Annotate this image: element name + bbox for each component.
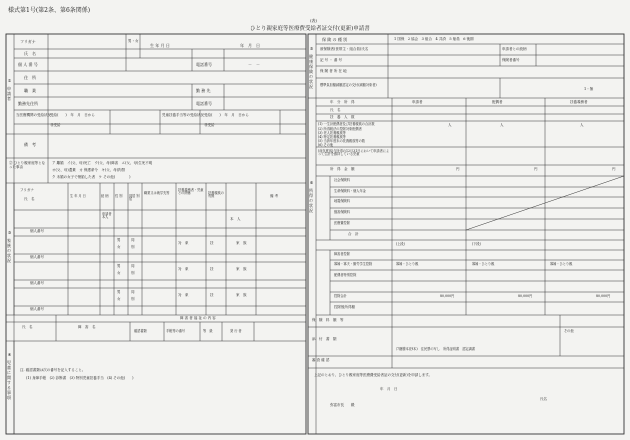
family-target-3: 対 象 — [178, 267, 189, 271]
family-target-2: 対 象 — [178, 241, 189, 245]
deduction-6: 寡婦・寡夫・勤労学生控除 — [334, 262, 373, 266]
family-col-support: 扶養親族の有無 — [208, 191, 224, 199]
income-row-2: (2) 所得税法の控除対象配偶者 — [318, 127, 362, 131]
other-nonrecv: 非受給 — [204, 123, 215, 127]
phone-label: 電話番号 — [196, 62, 212, 67]
family-live-4: 同 — [131, 290, 135, 294]
family-col-note: 備 考 — [270, 194, 279, 198]
income-year-header: 年 分 所 得 — [330, 100, 355, 104]
left-grid — [6, 34, 306, 434]
disability-name: 氏 名 — [22, 325, 33, 329]
family-self: 本 人 — [230, 217, 241, 221]
family-live-2: 同 — [131, 238, 135, 242]
note-label: 備 考 — [24, 142, 36, 147]
insurance-section-label: ⑤ 健康保険の状況 — [309, 46, 314, 90]
disability-col-doc: 確認書類 — [134, 329, 147, 333]
family-personal-no-2: 個人番号 — [30, 255, 44, 259]
family-col-name: 氏 名 — [24, 197, 35, 201]
total-row-label: 控除合計 — [334, 294, 347, 298]
left-frame — [6, 34, 306, 434]
review-label: 審 査 確 認 — [312, 358, 330, 362]
disability-col-grade: 等 級 — [203, 329, 213, 333]
family-sex-f-2: 女 — [117, 245, 121, 249]
income-row-6: (6) その他 — [318, 143, 334, 147]
subtotal-applicant: 80,000円 — [440, 294, 455, 298]
income-yen-applicant: 円 — [456, 167, 460, 171]
address-label: 住 所 — [24, 75, 36, 80]
income-section-label: ⑥ 所得の状況 — [309, 180, 314, 214]
family-section-label: ③ 家族の状況 — [7, 230, 12, 264]
family-col-work: 職業又は就学先等 — [144, 191, 170, 195]
income-col-support: 扶養義務者 — [570, 100, 588, 104]
status-values: 受給( ) 年 月 日から — [50, 113, 95, 117]
income-amount-label: 所 得 金 額 — [330, 167, 355, 171]
deduction-1: 生命保険料・個人年金 — [334, 189, 366, 193]
hei-upper: (上段) — [396, 242, 405, 246]
family-sex-m-4: 男 — [117, 290, 121, 294]
family-target-4: 対 象 — [178, 293, 189, 297]
income-row-4: (4) 特定扶養親族等 — [318, 135, 346, 139]
income-yen-spouse: 円 — [534, 167, 538, 171]
single-parent-label: ② ひとり親家庭等となった事由 — [9, 161, 46, 169]
furigana-label: フリガナ — [20, 39, 36, 44]
declaration: 上記のとおり、ひとり親家庭等医療費受給者証の交付(更新)を申請します。 — [314, 373, 432, 377]
attachments-label: 添 付 書 類 — [312, 337, 337, 341]
tax-label-1: 寡婦・ひとり親 — [472, 262, 495, 266]
records-notes: (1) 身障手帳 (2) 診断書 (3) 特別児童扶養手当 (4) その他( ) — [26, 376, 134, 380]
family-col-sex: 性 別 — [115, 194, 123, 198]
dob-label: 生 年 月 日 — [150, 43, 170, 48]
family-support-4: 扶 — [210, 293, 214, 297]
family-apart-4: 別 — [131, 297, 135, 301]
spouse-person-unit: 人 — [500, 123, 504, 127]
family-support-3: 扶 — [210, 267, 214, 271]
income-row-3: (3) 老人扶養親族等 — [318, 131, 346, 135]
insurer-addr-label: 保 険 者 所 在 地 — [320, 69, 347, 73]
deduction-0: 社会保険料 — [334, 178, 350, 182]
reduction-label: 標準負担額減額認定の交付(減額対象者) — [320, 83, 377, 87]
deduction-4: 医療費控除 — [334, 221, 350, 225]
prev-year-note: (前年度)給与所得の12月31日において申請者によって生計を維持している児童 — [318, 149, 390, 157]
sign-date: 年 月 日 — [380, 387, 398, 391]
status-label: 当医療機関の受給状況 — [16, 113, 51, 117]
summation: 合 計 — [348, 232, 359, 236]
reasons-line1: ア 離婚 イ(父、母)死亡 ウ(父、母)障害 エ(父、母)生死不明 — [52, 161, 153, 165]
occupation-label: 職 業 — [24, 88, 36, 93]
family-col-cohab: 同居 別居 — [129, 194, 140, 202]
insured-name-label: 被保険者(世帯主・組合員)氏名 — [320, 47, 369, 51]
reasons-line3: ク 未婚の女子で懐胎した者 ケ その他( ) — [52, 175, 131, 179]
insured-relation-label: 申請者との続柄 — [502, 47, 527, 51]
hei-lower: (下段) — [472, 242, 481, 246]
family-personal-no-1: 個人番号 — [30, 229, 44, 233]
applicant-section-label: ① 申請者 — [7, 78, 12, 102]
form-stamp: (表) — [310, 18, 318, 23]
family-personal-no-3: 個人番号 — [30, 281, 44, 285]
disability-col-no: 手帳等の番号 — [166, 329, 186, 333]
records-section-label: ④ 児童に関する事項 — [7, 352, 12, 401]
form-title: ひとり親家庭等医療費受給者証交付(更新)申請書 — [250, 26, 370, 32]
reduction-value: 1・無 — [584, 87, 594, 91]
deduction-2: 地震保険料 — [334, 199, 350, 203]
family-personal-no-4: 個人番号 — [30, 307, 44, 311]
income-col-applicant: 申請者 — [412, 100, 423, 104]
income-row-5: (5) 当該年度末の扶養親族等の数 — [318, 139, 365, 143]
income-row-1: (1) 一生計配偶者及び扶養親族の合計数 — [318, 122, 375, 126]
family-sex-m-3: 男 — [117, 264, 121, 268]
tax-label-0: 寡婦・ひとり親 — [396, 262, 419, 266]
disability-col-issuer: 発 行 者 — [230, 329, 242, 333]
income-yen-support: 円 — [612, 167, 616, 171]
income-support-count: 扶 養 人 数 — [330, 115, 355, 119]
reasons-line2: オ(父、母)遺棄 カ 保護命令 キ(父、母)拘禁 — [52, 168, 126, 172]
records-note-title: 注. 確認書類は次の番号を記入すること。 — [20, 368, 86, 372]
tax-label-2: 寡婦・ひとり親 — [550, 262, 573, 266]
deduction-3: 損害保険料 — [334, 210, 350, 214]
family-relation-4: 家 族 — [236, 293, 247, 297]
misc-label: その他 — [564, 329, 574, 333]
personal-no-label: 個 人 番 号 — [18, 62, 38, 67]
applicant-signature: 氏名 — [540, 397, 547, 401]
family-sex-f-3: 女 — [117, 271, 121, 275]
insurance-symbol-label: 記 号 ・ 番 号 — [320, 58, 342, 62]
family-relation-3: 家 族 — [236, 267, 247, 271]
subtotal-support: 80,000円 — [596, 294, 611, 298]
deduction-5: 障害者控除 — [334, 252, 350, 256]
applicant-person-unit: 人 — [448, 123, 452, 127]
family-apart-2: 別 — [131, 245, 135, 249]
other-status-label: 児童扶養手当等の受給状況 — [162, 113, 204, 117]
form-id: 様式第1号(第2条、第6条関係) — [8, 7, 91, 14]
family-relation-2: 家 族 — [236, 241, 247, 245]
family-applicant-row: 申請者本人 — [102, 212, 112, 220]
income-name-row: 氏 名 — [330, 108, 341, 112]
employer-label: 勤 務 先 — [196, 88, 211, 93]
family-sex-f-4: 女 — [117, 297, 121, 301]
other-status-values: 受給( ) 年 月 日から — [204, 113, 249, 117]
name-label: 氏 名 — [24, 51, 36, 56]
family-col-relation: 続 柄 — [101, 194, 109, 198]
dob-suffix: 年 月 日 — [240, 43, 260, 48]
employer-addr-label: 勤務先住所 — [18, 101, 38, 106]
family-col-furigana: フリガナ — [20, 188, 34, 192]
premium-label: 保 険 料 額 等 — [312, 318, 344, 322]
family-support-2: 扶 — [210, 241, 214, 245]
status-nonrecv: 非受給 — [50, 123, 61, 127]
final-income-label: 控除後所得額 — [334, 305, 355, 309]
family-apart-3: 別 — [131, 271, 135, 275]
insurance-type-options: 1 国保 2 協会 3 組合 4 共済 5 船員 6 後期 — [394, 37, 474, 41]
insurer-no-label: 保険者番号 — [502, 58, 520, 62]
disability-header: 障 害 者 福 祉 の 内 容 — [180, 316, 216, 320]
support-person-unit: 人 — [580, 123, 584, 127]
addressee: 弥富市長 殿 — [330, 403, 355, 407]
phone-dashes: － － — [248, 62, 260, 67]
income-col-spouse: 配偶者 — [492, 100, 503, 104]
family-sex-m-2: 男 — [117, 238, 121, 242]
employer-phone-label: 電話番号 — [196, 101, 212, 106]
family-col-dob: 生 年 月 日 — [70, 194, 86, 198]
family-col-relation-child: 扶養義務者・児童との関係 — [178, 188, 204, 196]
sex-label: 男・女 — [128, 39, 139, 43]
disability-kind: 障 害 名 — [78, 325, 96, 329]
deduction-7: 配偶者特別控除 — [334, 273, 357, 277]
insurance-type: 保 険 の 種 別 — [322, 37, 348, 42]
subtotal-spouse: 80,000円 — [518, 294, 533, 298]
family-live-3: 同 — [131, 264, 135, 268]
attachments-list: 戸籍謄本(抄本) 住民票の写し 所得証明書 認定調書 — [396, 347, 475, 351]
